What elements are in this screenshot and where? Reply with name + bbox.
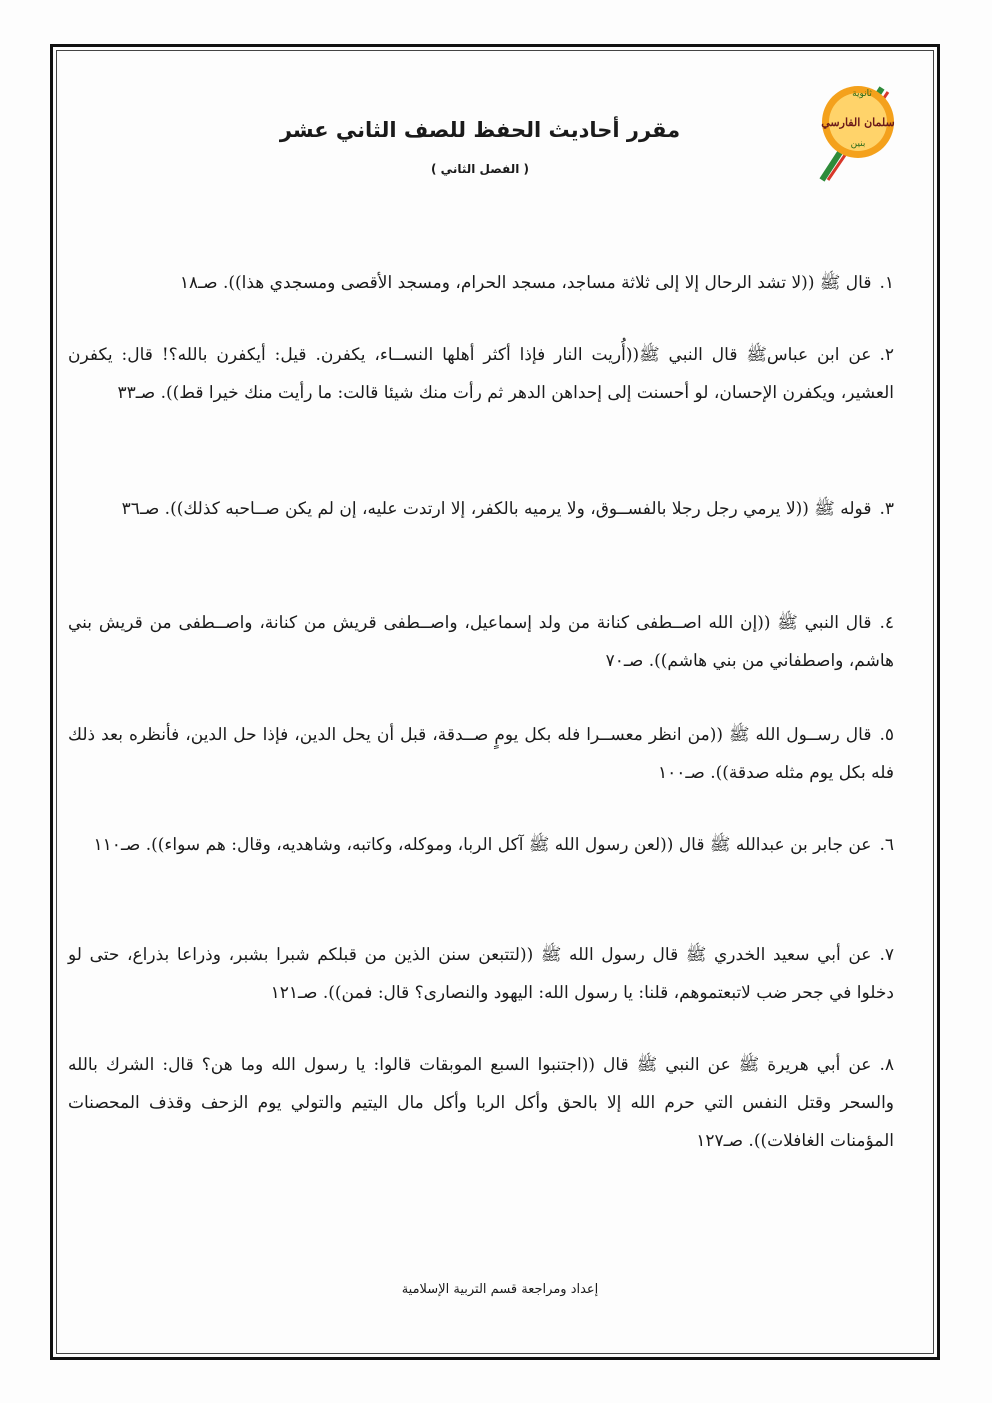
hadith-text: عن جابر بن عبدالله ﷺ قال ((لعن رسول الله ﷺ آكل الربا، وموكله، وكاتبه، وشاهديه، وقال: هم سواء)). صـ١١٠ bbox=[93, 835, 872, 855]
hadith-item-4 bbox=[68, 604, 894, 680]
logo-main-text: سلمان الفارسي bbox=[821, 116, 895, 129]
hadith-number: ٦. bbox=[879, 835, 894, 855]
hadith-text: قال ﷺ ((لا تشد الرحال إلا إلى ثلاثة مساجد، مسجد الحرام، ومسجد الأقصى ومسجدي هذا)). صـ١٨ bbox=[179, 273, 872, 293]
hadith-item-5 bbox=[68, 716, 894, 792]
hadith-item-8 bbox=[68, 1046, 894, 1160]
hadith-text: عن أبي هريرة ﷺ عن النبي ﷺ قال ((اجتنبوا السبع الموبقات قالوا: يا رسول الله وما هن؟ قال: الشرك بالله والسحر وقتل النفس التي حرم الله إلا بالحق وأكل الربا وأكل مال اليتيم والتولي يوم الزحف وقذف المحصنات المؤمنات الغافلات)). صـ١٢٧ bbox=[68, 1055, 894, 1151]
hadith-number: ٧. bbox=[879, 945, 894, 965]
hadith-text: عن ابن عباسﷺ قال النبي ﷺ((أُريت النار فإذا أكثر أهلها النســاء، يكفرن. قيل: أيكفرن بالله؟! قال: يكفرن العشير، ويكفرن الإحسان، لو أحسنت إلى إحداهن الدهر ثم رأت منك شيئا قالت: ما رأيت منك خيرا قط)). صـ٣٣ bbox=[68, 345, 894, 403]
hadith-text: عن أبي سعيد الخدري ﷺ قال رسول الله ﷺ ((لتتبعن سنن الذين من قبلكم شبرا بشبر، وذراعا بذراع، حتى لو دخلوا في جحر ضب لاتبعتموهم، قلنا: يا رسول الله: اليهود والنصارى؟ قال: فمن)). صـ١٢١ bbox=[68, 945, 894, 1003]
hadith-item-3 bbox=[68, 490, 894, 528]
logo-bottom-text: بنين bbox=[850, 139, 866, 149]
hadith-item-6 bbox=[68, 826, 894, 864]
school-logo-icon bbox=[812, 68, 900, 186]
logo-top-text: ثانوية bbox=[852, 89, 872, 99]
hadith-text: قال رســول الله ﷺ ((من انظر معســرا فله بكل يومٍ صــدقة، قبل أن يحل الدين، فإذا حل الدين، فأنظره بعد ذلك فله بكل يوم مثله صدقة)). صـ١٠٠ bbox=[68, 725, 894, 783]
hadith-number: ٥. bbox=[879, 725, 894, 745]
page-title: مقرر أحاديث الحفظ للصف الثاني عشر bbox=[279, 118, 681, 142]
hadith-item-7 bbox=[68, 936, 894, 1012]
hadith-number: ٢. bbox=[879, 345, 894, 365]
hadith-number: ٣. bbox=[879, 499, 894, 519]
hadith-item-1 bbox=[68, 264, 894, 302]
hadith-text: قوله ﷺ ((لا يرمي رجل رجلا بالفســوق، ولا يرميه بالكفر، إلا ارتدت عليه، إن لم يكن صــاحبه كذلك)). صـ٣٦ bbox=[121, 499, 872, 519]
page-footer: إعداد ومراجعة قسم التربية الإسلامية bbox=[401, 1282, 599, 1297]
hadith-text: قال النبي ﷺ ((إن الله اصــطفى كنانة من ولد إسماعيل، واصــطفى قريش من كنانة، واصــطفى من قريش بني هاشم، واصطفاني من بني هاشم)). صـ٧٠ bbox=[68, 613, 894, 671]
hadith-item-2 bbox=[68, 336, 894, 412]
page-subtitle: ( الفصل الثاني ) bbox=[431, 162, 529, 176]
hadith-number: ٨. bbox=[879, 1055, 894, 1075]
hadith-number: ٤. bbox=[879, 613, 894, 633]
hadith-number: ١. bbox=[879, 273, 894, 293]
